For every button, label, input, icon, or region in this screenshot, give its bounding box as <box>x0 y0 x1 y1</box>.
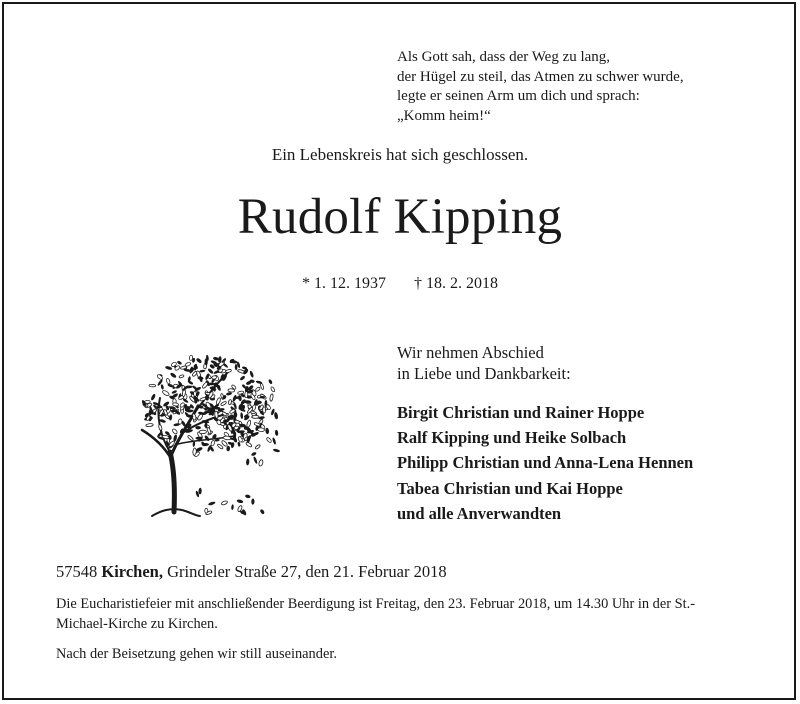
poem-line: Als Gott sah, dass der Weg zu lang, <box>397 49 611 65</box>
mourner-entry: Birgit Christian und Rainer Hoppe <box>397 403 645 422</box>
birth-date: * 1. 12. 1937 <box>302 275 386 292</box>
farewell-line: Wir nehmen Abschied <box>397 343 544 362</box>
mourner-entry: Tabea Christian und Kai Hoppe <box>397 478 623 498</box>
poem-line: der Hügel zu steil, das Atmen zu schwer wurde, <box>397 68 684 85</box>
deceased-name: Rudolf Kipping <box>237 189 563 245</box>
windblown-tree-icon <box>134 340 284 525</box>
mourner-entry: Ralf Kipping und Heike Solbach <box>397 428 627 448</box>
mourners-list <box>397 400 693 526</box>
mourner-entry: und alle Anverwandten <box>397 503 562 523</box>
address-line <box>56 562 447 582</box>
street-and-date: Grindeler Straße 27, den 21. Februar 2018 <box>167 562 447 581</box>
closing-text: Nach der Beisetzung gehen wir still auseinander. <box>56 646 337 662</box>
service-info: Die Eucharistiefeier mit anschließender Beerdigung ist Freitag, den 23. Februar 2018, um 14.30 Uhr in der St.-Michael-Kirche zu Kirchen. <box>56 596 696 632</box>
life-dates <box>0 275 800 293</box>
farewell-line: in Liebe und Dankbarkeit: <box>397 364 571 383</box>
intro-text: Ein Lebenskreis hat sich geschlossen. <box>271 145 529 164</box>
farewell-text <box>397 342 571 384</box>
mourner-entry: Philipp Christian und Anna-Lena Hennen <box>397 453 694 473</box>
poem <box>397 48 684 126</box>
town: Kirchen, <box>101 562 163 581</box>
poem-line: legte er seinen Arm um dich und sprach: <box>397 88 640 104</box>
death-date: † 18. 2. 2018 <box>414 275 498 292</box>
postcode: 57548 <box>56 562 98 581</box>
poem-line: „Komm heim!“ <box>397 107 491 124</box>
